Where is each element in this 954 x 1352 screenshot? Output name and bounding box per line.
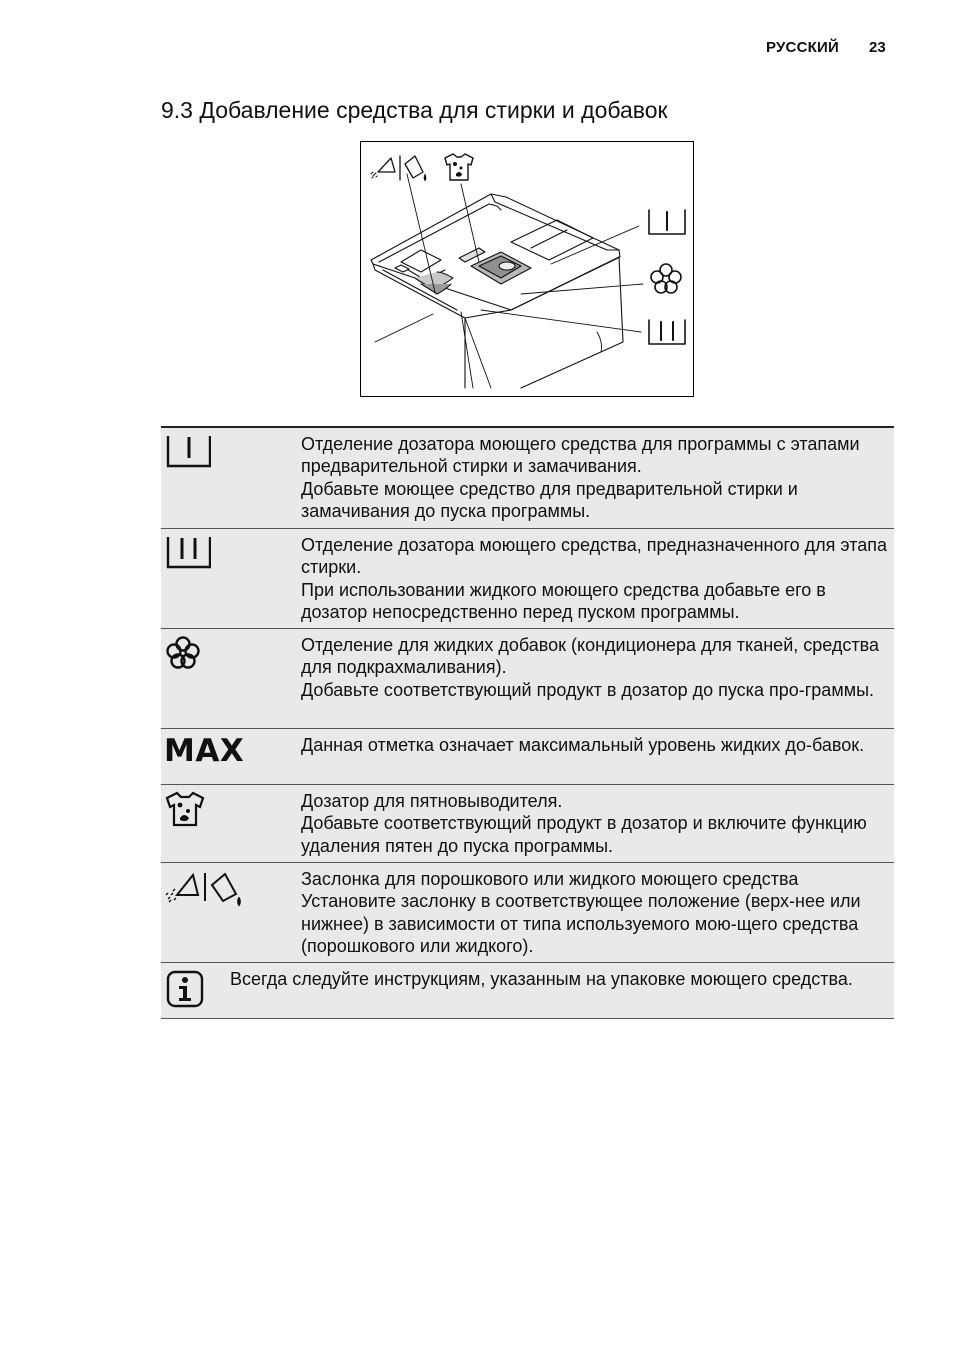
wash-compartment-icon: [165, 535, 211, 575]
legend-text: Дозатор для пятновыводителя.: [301, 791, 563, 811]
legend-description: [301, 428, 894, 528]
header-language: РУССКИЙ: [766, 39, 839, 56]
legend-row-stain-remover: [161, 785, 894, 863]
legend-symbol-cell: [161, 428, 301, 528]
legend-text: Отделение дозатора моющего средства для программы с этапами предварительной стирки и замачивания.: [301, 434, 860, 477]
legend-description: [301, 863, 894, 962]
softener-flower-icon: [651, 264, 681, 293]
prewash-compartment-icon: [649, 210, 685, 234]
legend-symbol-cell: [161, 729, 301, 784]
legend-text: Добавьте соответствующий продукт в дозатор до пуска про-граммы.: [301, 679, 875, 700]
legend-text: При использовании жидкого моющего средства добавьте его в дозатор непосредственно перед пуском программы.: [301, 579, 826, 623]
wash-compartment-icon: [649, 320, 685, 344]
info-icon: [165, 969, 205, 1009]
max-level-mark: MAX: [164, 733, 245, 769]
legend-symbol-cell: [161, 529, 301, 628]
legend-text: Данная отметка означает максимальный уровень жидких до-бавок.: [301, 735, 865, 755]
legend-text: Отделение дозатора моющего средства, предназначенного для этапа стирки.: [301, 535, 888, 578]
legend-table: [161, 426, 894, 1019]
legend-row-wash: [161, 529, 894, 629]
legend-text: Отделение для жидких добавок (кондиционера для тканей, средства для подкрахмаливания).: [301, 635, 879, 678]
legend-row-prewash: [161, 428, 894, 529]
info-note: [161, 963, 894, 1019]
legend-symbol-cell: [161, 863, 301, 962]
legend-description: [301, 785, 894, 862]
powder-liquid-flap-icon: [165, 869, 249, 909]
legend-text: Заслонка для порошкового или жидкого моющего средства: [301, 869, 799, 889]
info-text: Всегда следуйте инструкциям, указанным на упаковке моющего средства.: [230, 969, 853, 989]
legend-symbol-cell: [161, 785, 301, 862]
softener-flower-icon: [165, 635, 205, 675]
section-title: [161, 97, 668, 124]
page-number: 23: [869, 39, 886, 56]
legend-description: [301, 629, 894, 728]
info-symbol-cell: [161, 963, 230, 1018]
legend-description: [301, 729, 894, 784]
section-title-text: Добавление средства для стирки и добавок: [199, 97, 668, 123]
legend-text: Добавьте моющее средство для предварительной стирки и замачивания до пуска программы.: [301, 478, 798, 522]
dispenser-illustration: [360, 141, 694, 397]
legend-description: [301, 529, 894, 628]
prewash-compartment-icon: [165, 434, 211, 474]
stain-remover-icon: [445, 154, 473, 180]
legend-row-softener: [161, 629, 894, 729]
legend-text: Установите заслонку в соответствующее положение (верх-нее или нижнее) в зависимости от типа используемого мою-щего средства (порошкового или жидкого).: [301, 891, 861, 957]
info-note-text: [230, 963, 894, 1018]
legend-row-max: [161, 729, 894, 785]
section-number: 9.3: [161, 97, 193, 123]
stain-remover-icon: [165, 791, 207, 829]
legend-symbol-cell: [161, 629, 301, 728]
legend-row-flap: [161, 863, 894, 963]
flap-icon: [371, 156, 426, 181]
legend-text: Добавьте соответствующий продукт в дозатор и включите функцию удаления пятен до пуска программы.: [301, 813, 867, 856]
